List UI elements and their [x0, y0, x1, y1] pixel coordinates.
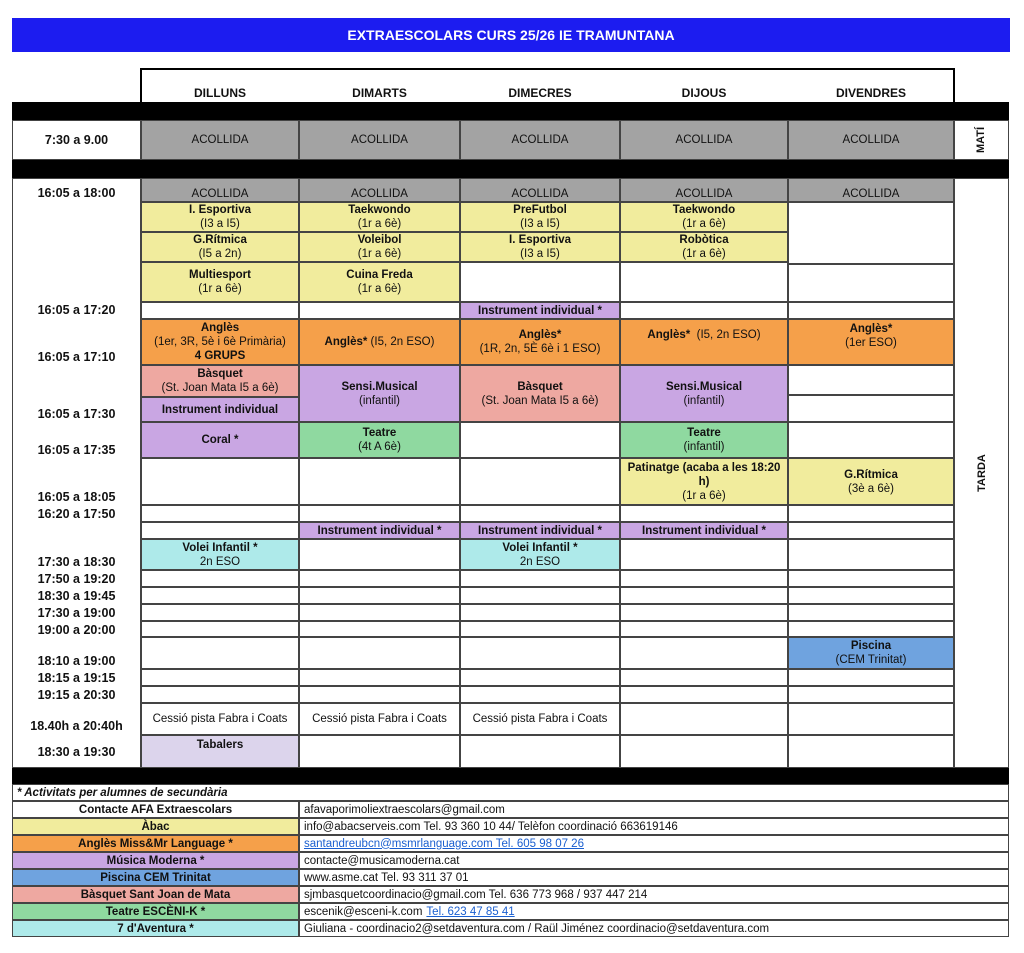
time-label: 16:20 a 17:50: [37, 507, 116, 521]
activity-cell: Robòtica (1r a 6è): [620, 232, 788, 262]
empty-cell: [620, 262, 788, 302]
acollida-cell: ACOLLIDA: [299, 178, 460, 202]
time-label: 18.40h a 20:40h: [30, 719, 123, 733]
empty-cell: [460, 587, 620, 604]
contact-value: [299, 818, 1009, 835]
empty-cell: [788, 604, 954, 621]
empty-cell: [788, 621, 954, 637]
activity-cell: Cessió pista Fabra i Coats: [299, 703, 460, 735]
contact-value: [299, 903, 1009, 920]
contact-value: [299, 835, 1009, 852]
time-label: 19:15 a 20:30: [37, 688, 116, 702]
contact-text: contacte@musicamoderna.cat: [304, 854, 460, 867]
empty-cell: [788, 202, 954, 264]
acollida-cell: ACOLLIDA: [788, 178, 954, 202]
empty-cell: [788, 669, 954, 686]
activity-cell: PreFutbol (I3 a I5): [460, 202, 620, 232]
empty-cell: [620, 505, 788, 522]
activity-cell: Anglès (1er, 3R, 5è i 6è Primària) 4 GRUPS: [141, 319, 299, 365]
activity-cell: Instrument individual: [141, 397, 299, 422]
empty-cell: [620, 703, 788, 735]
contact-value: [299, 886, 1009, 903]
empty-cell: [460, 735, 620, 768]
contact-text: info@abacserveis.com Tel. 93 360 10 44/ Telèfon coordinació 663619146: [304, 820, 678, 833]
empty-cell: [620, 637, 788, 669]
time-label: 16:05 a 18:00: [37, 186, 116, 200]
time-label: 17:50 a 19:20: [37, 572, 116, 586]
time-label: 18:15 a 19:15: [37, 671, 116, 685]
tarda-label: TARDA: [954, 178, 1009, 768]
time-label: 18:30 a 19:45: [37, 589, 116, 603]
empty-cell: [299, 637, 460, 669]
empty-cell: [141, 302, 299, 319]
time-label: 17:30 a 18:30: [37, 555, 116, 569]
empty-cell: [788, 505, 954, 522]
activity-cell: I. Esportiva (I3 a I5): [460, 232, 620, 262]
contact-link[interactable]: Tel. 623 47 85 41: [426, 905, 515, 918]
time-label: 18:10 a 19:00: [37, 654, 116, 668]
time-label: 7:30 a 9.00: [12, 120, 141, 160]
contact-label: Teatre ESCÈNI-K *: [12, 903, 299, 920]
empty-cell: [141, 522, 299, 539]
divider-bar: [12, 160, 1009, 178]
empty-cell: [620, 621, 788, 637]
empty-cell: [141, 637, 299, 669]
day-friday: DIVENDRES: [835, 86, 906, 100]
time-label: 16:05 a 18:05: [37, 490, 116, 504]
empty-cell: [141, 570, 299, 587]
acollida-cell: ACOLLIDA: [460, 178, 620, 202]
activity-cell: Taekwondo (1r a 6è): [299, 202, 460, 232]
activity-cell: Cessió pista Fabra i Coats: [460, 703, 620, 735]
time-label: 19:00 a 20:00: [37, 623, 116, 637]
empty-cell: [620, 587, 788, 604]
empty-cell: [788, 522, 954, 539]
time-label: 16:05 a 17:35: [37, 443, 116, 457]
empty-rows: [141, 570, 954, 637]
acollida-cell: ACOLLIDA: [299, 120, 460, 160]
contact-text: sjmbasquetcoordinacio@gmail.com Tel. 636 773 968 / 937 447 214: [304, 888, 648, 901]
activity-cell: Instrument individual *: [460, 302, 620, 319]
activity-cell: Patinatge (acaba a les 18:20 h) (1r a 6è): [620, 458, 788, 505]
contact-label: Anglès Miss&Mr Language *: [12, 835, 299, 852]
empty-cell: [460, 604, 620, 621]
day-thursday: DIJOUS: [681, 86, 727, 100]
activity-cell: Sensi.Musical (infantil): [299, 365, 460, 422]
contact-value: [299, 801, 1009, 818]
empty-cell: [460, 505, 620, 522]
acollida-cell: ACOLLIDA: [460, 120, 620, 160]
empty-cell: [620, 735, 788, 768]
activity-cell: Teatre (4t A 6è): [299, 422, 460, 458]
day-monday: DILLUNS: [194, 86, 246, 100]
activity-cell: Cessió pista Fabra i Coats: [141, 703, 299, 735]
empty-cell: [299, 458, 460, 505]
contact-value: [299, 852, 1009, 869]
empty-cell: [141, 587, 299, 604]
divider-bar: [12, 768, 1009, 784]
contact-text: escenik@esceni-k.com: [304, 905, 423, 918]
empty-cell: [788, 395, 954, 422]
time-label: 18:30 a 19:30: [37, 745, 116, 759]
empty-cell: [299, 604, 460, 621]
acollida-cell: ACOLLIDA: [788, 120, 954, 160]
empty-cell: [460, 458, 620, 505]
contact-label: Bàsquet Sant Joan de Mata: [12, 886, 299, 903]
empty-cell: [299, 669, 460, 686]
activity-cell: I. Esportiva (I3 a I5): [141, 202, 299, 232]
acollida-cell: ACOLLIDA: [620, 178, 788, 202]
activity-cell: Instrument individual *: [460, 522, 620, 539]
acollida-cell: ACOLLIDA: [141, 120, 299, 160]
empty-cell: [460, 422, 620, 458]
mati-label: MATÍ: [954, 120, 1009, 160]
contact-label: Contacte AFA Extraescolars: [12, 801, 299, 818]
activity-cell: Multiesport (1r a 6è): [141, 262, 299, 302]
activity-cell: Teatre (infantil): [620, 422, 788, 458]
empty-cell: [141, 604, 299, 621]
activity-cell: Tabalers: [141, 735, 299, 768]
activity-cell: Coral *: [141, 422, 299, 458]
activity-cell: Piscina (CEM Trinitat): [788, 637, 954, 669]
empty-cell: [788, 264, 954, 302]
activity-cell: Anglès* (1er ESO): [788, 319, 954, 365]
empty-cell: [788, 365, 954, 395]
empty-cell: [299, 302, 460, 319]
empty-cell: [788, 587, 954, 604]
empty-cell: [141, 686, 299, 703]
empty-cell: [141, 458, 299, 505]
contact-label: Piscina CEM Trinitat: [12, 869, 299, 886]
empty-cell: [299, 539, 460, 570]
empty-cell: [460, 686, 620, 703]
contact-text: Giuliana - coordinacio2@setdaventura.com / Raül Jiménez coordinacio@setdaventura.com: [304, 922, 770, 935]
contact-label: 7 d'Aventura *: [12, 920, 299, 937]
empty-cell: [788, 302, 954, 319]
activity-cell: Anglès* (1R, 2n, 5È 6è i 1 ESO): [460, 319, 620, 365]
activity-cell: Anglès* (I5, 2n ESO): [620, 319, 788, 365]
empty-cell: [620, 302, 788, 319]
day-tuesday: DIMARTS: [352, 86, 407, 100]
empty-cell: [788, 703, 954, 735]
contact-label: Música Moderna *: [12, 852, 299, 869]
empty-cell: [299, 621, 460, 637]
empty-cell: [788, 686, 954, 703]
divider-bar: [12, 102, 1009, 120]
empty-cell: [299, 505, 460, 522]
empty-cell: [620, 604, 788, 621]
footer-note: * Activitats per alumnes de secundària: [12, 784, 1009, 801]
acollida-cell: ACOLLIDA: [620, 120, 788, 160]
time-label: 17:30 a 19:00: [37, 606, 116, 620]
contact-value: [299, 869, 1009, 886]
activity-cell: Instrument individual *: [299, 522, 460, 539]
empty-cell: [788, 539, 954, 570]
empty-cell: [620, 669, 788, 686]
empty-cell: [620, 570, 788, 587]
acollida-cell: ACOLLIDA: [141, 178, 299, 202]
empty-cell: [460, 669, 620, 686]
empty-cell: [788, 735, 954, 768]
empty-cell: [299, 570, 460, 587]
empty-cell: [299, 735, 460, 768]
contact-text: afavaporimoliextraescolars@gmail.com: [304, 803, 505, 816]
activity-cell: Volei Infantil * 2n ESO: [460, 539, 620, 570]
empty-cell: [788, 570, 954, 587]
activity-cell: G.Rítmica (I5 a 2n): [141, 232, 299, 262]
activity-cell: Cuina Freda (1r a 6è): [299, 262, 460, 302]
activity-cell: Volei Infantil * 2n ESO: [141, 539, 299, 570]
contact-link[interactable]: santandreubcn@msmrlanguage.com Tel. 605 98 07 26: [304, 837, 584, 850]
empty-cell: [299, 587, 460, 604]
empty-cell: [460, 637, 620, 669]
empty-cell: [460, 570, 620, 587]
time-label: 16:05 a 17:10: [37, 350, 116, 364]
activity-cell: Bàsquet (St. Joan Mata I5 a 6è): [460, 365, 620, 422]
time-label: 16:05 a 17:20: [37, 303, 116, 317]
activity-cell: Voleibol (1r a 6è): [299, 232, 460, 262]
empty-cell: [620, 686, 788, 703]
activity-cell: Instrument individual *: [620, 522, 788, 539]
contact-value: [299, 920, 1009, 937]
empty-cell: [620, 539, 788, 570]
contact-text: www.asme.cat Tel. 93 311 37 01: [304, 871, 469, 884]
empty-cell: [299, 686, 460, 703]
empty-cell: [788, 422, 954, 458]
empty-cell: [141, 621, 299, 637]
activity-cell: G.Rítmica (3è a 6è): [788, 458, 954, 505]
activity-cell: Taekwondo (1r a 6è): [620, 202, 788, 232]
time-label: 16:05 a 17:30: [37, 407, 116, 421]
contact-label: Àbac: [12, 818, 299, 835]
activity-cell: Sensi.Musical (infantil): [620, 365, 788, 422]
day-wednesday: DIMECRES: [508, 86, 572, 100]
empty-cell: [460, 262, 620, 302]
activity-cell: Anglès* (I5, 2n ESO): [299, 319, 460, 365]
empty-cell: [141, 505, 299, 522]
empty-cell: [460, 621, 620, 637]
page-title: EXTRAESCOLARS CURS 25/26 IE TRAMUNTANA: [12, 18, 1010, 52]
activity-cell: Bàsquet (St. Joan Mata I5 a 6è): [141, 365, 299, 397]
empty-cell: [141, 669, 299, 686]
